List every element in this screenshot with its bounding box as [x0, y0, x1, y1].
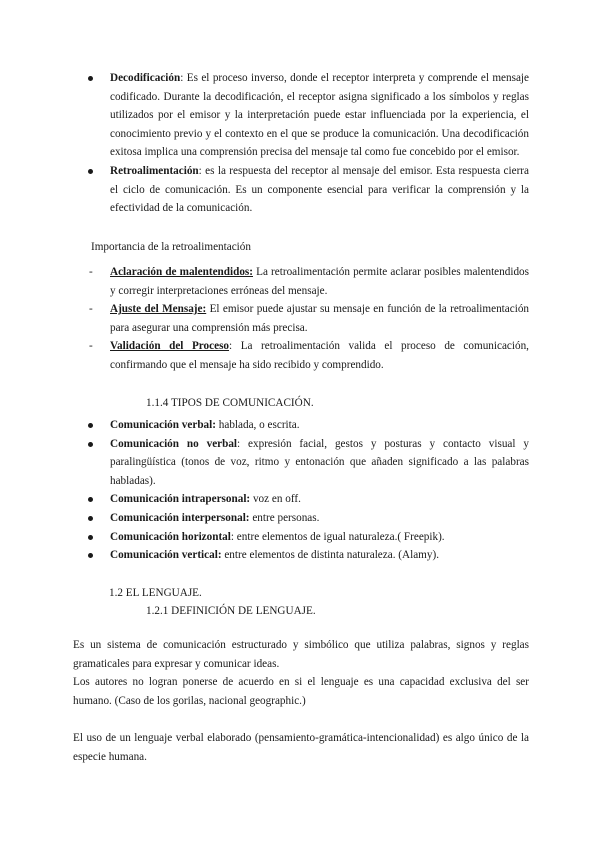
term-label: Comunicación interpersonal: [110, 511, 250, 524]
term-description: : Es el proceso inverso, donde el receptor interpreta y comprende el mensaje codificado. Durante la decodificación, el receptor asigna significado a los símbolos y reglas utilizados por el emisor y la interpretación puede estar influenciada por la experiencia, el conocimiento previo y el contexto en el que se produce la comunicación. Una decodificación exitosa implica una comprensión precisa del mensaje tal como fue concebido por el emisor. [110, 72, 529, 159]
bullet-icon [88, 553, 93, 558]
list-item [0, 300, 600, 337]
list-item [0, 337, 600, 374]
bullet-icon [88, 497, 93, 502]
list-item [0, 263, 600, 300]
feedback-importance-list [0, 263, 600, 375]
term-description: : La retroalimentación valida el proceso de comunicación, confirmando que el mensaje ha sido recibido y comprendido. [110, 340, 529, 371]
bullet-icon [88, 516, 93, 521]
term-description: La retroalimentación permite aclarar posibles malentendidos y corregir interpretaciones erróneas del mensaje. [110, 266, 529, 297]
term-description: entre personas. [249, 511, 320, 524]
term-label: Comunicación intrapersonal: [110, 493, 251, 506]
term-label: Aclaración de malentendidos: [110, 266, 253, 278]
bullet-icon [88, 535, 93, 540]
dash-icon: - [89, 340, 93, 353]
list-item [0, 490, 600, 509]
term-label: Comunicación verbal: [110, 419, 216, 431]
term-description: : entre elementos de igual naturaleza.( Freepik). [230, 530, 445, 543]
list-item [0, 435, 600, 491]
list-item [0, 162, 600, 218]
verbal-language-paragraph: El uso de un lenguaje verbal elaborado (pensamiento-gramática-intencionalidad) es algo único de la especie humana. [73, 732, 529, 763]
importance-heading: Importancia de la retroalimentación [91, 241, 251, 253]
list-item [0, 546, 600, 565]
term-label: Ajuste del Mensaje: [110, 303, 207, 316]
list-item [0, 528, 600, 547]
term-label: Comunicación horizontal [110, 530, 231, 543]
bullet-icon [88, 442, 93, 447]
definition-paragraph: Es un sistema de comunicación estructurado y simbólico que utiliza palabras, signos y reglas gramaticales para expresar y comunicar ideas. [73, 639, 529, 670]
term-description: voz en off. [250, 493, 301, 506]
dash-icon: - [89, 303, 93, 316]
term-label: Decodificación [110, 72, 181, 84]
dash-icon: - [89, 266, 93, 278]
list-item [0, 69, 600, 162]
section-heading-definicion: 1.2.1 DEFINICIÓN DE LENGUAJE. [146, 605, 316, 617]
term-description: : expresión facial, gestos y posturas y contacto visual y paralingüística (tonos de voz, ritmo y entonación que añaden significado a las palabras habladas). [110, 437, 529, 487]
section-heading-lenguaje: 1.2 EL LENGUAJE. [109, 587, 202, 599]
list-item [0, 509, 600, 528]
communication-types-list [0, 416, 600, 565]
bullet-icon [88, 76, 93, 81]
term-description: entre elementos de distinta naturaleza. (Alamy). [221, 549, 439, 562]
list-item [0, 416, 600, 435]
term-description: : es la respuesta del receptor al mensaje del emisor. Esta respuesta cierra el ciclo de comunicación. Es un componente esencial para verificar la comprensión y la efectividad de la comunicación. [110, 164, 529, 215]
term-description: El emisor puede ajustar su mensaje en función de la retroalimentación para asegurar una comprensión más precisa. [110, 303, 530, 334]
section-heading-tipos: 1.1.4 TIPOS DE COMUNICACIÓN. [146, 397, 314, 409]
term-description: hablada, o escrita. [215, 419, 300, 431]
bullet-icon [88, 423, 93, 428]
bullet-icon [88, 169, 93, 174]
authors-paragraph: Los autores no logran ponerse de acuerdo en si el lenguaje es una capacidad exclusiva del ser humano. (Caso de los gorilas, nacional geographic.) [73, 676, 529, 707]
term-label: Comunicación vertical: [110, 549, 222, 562]
term-label: Retroalimentación [110, 164, 199, 177]
term-label: Validación del Proceso [110, 340, 230, 353]
term-label: Comunicación no verbal [110, 437, 238, 450]
communication-elements-list [0, 69, 600, 218]
